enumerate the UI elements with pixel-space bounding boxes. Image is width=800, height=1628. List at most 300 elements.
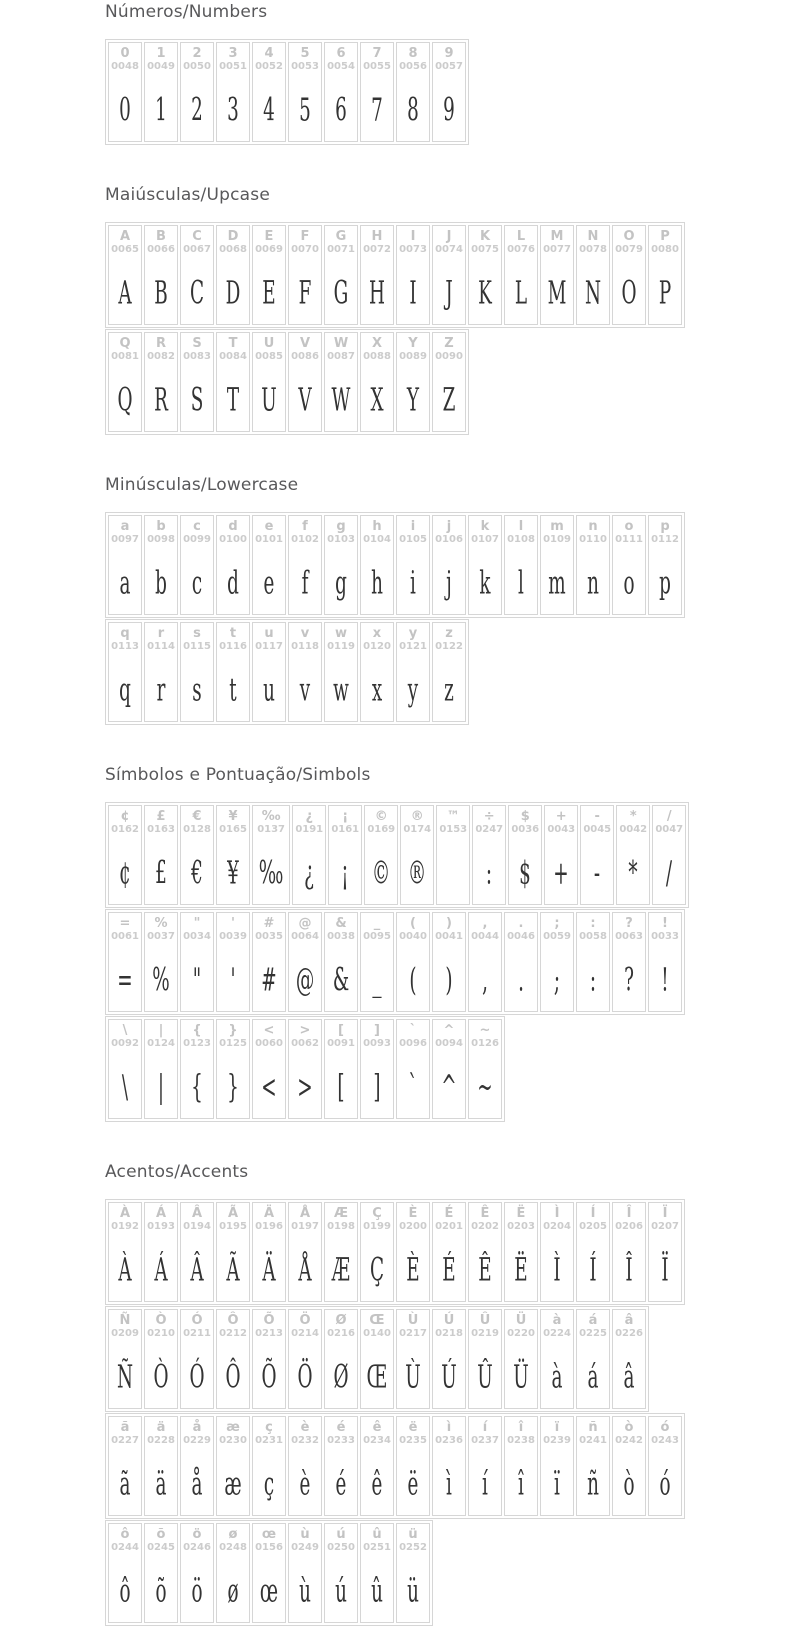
reference-char: Ï: [662, 1206, 668, 1221]
glyph-cell: [180, 225, 214, 325]
reference-char: a: [120, 519, 130, 534]
reference-char: ‰: [261, 809, 281, 824]
reference-char: Â: [191, 1206, 203, 1221]
unicode-code: 0123: [183, 1038, 211, 1049]
unicode-code: 0169: [367, 824, 396, 835]
glyph-sample: Z: [442, 381, 456, 419]
reference-char: Ê: [480, 1206, 490, 1221]
unicode-code: 0112: [651, 534, 679, 545]
unicode-code: 0080: [651, 244, 679, 255]
unicode-code: 0128: [183, 824, 211, 835]
unicode-code: 0227: [111, 1435, 139, 1446]
section-title: Símbolos e Pontuação/Simbols: [105, 765, 371, 785]
glyph-cell: [396, 622, 430, 722]
glyph-cell: [216, 332, 250, 432]
glyph-cell: [504, 1202, 538, 1302]
unicode-code: 0103: [327, 534, 355, 545]
glyph-cell: [576, 1202, 610, 1302]
glyph-sample: Ú: [441, 1358, 457, 1396]
glyph-cell: [216, 912, 250, 1012]
unicode-code: 0100: [219, 534, 247, 545]
unicode-code: 0242: [615, 1435, 643, 1446]
reference-char: 6: [336, 46, 346, 61]
glyph-cell: [508, 805, 542, 905]
glyph-sample: ‰: [258, 854, 284, 892]
unicode-code: 0037: [147, 931, 175, 942]
unicode-code: 0099: [183, 534, 211, 545]
glyph-cell: [108, 912, 142, 1012]
glyph-cell: [252, 42, 286, 142]
glyph-table-row: [105, 1199, 685, 1305]
unicode-code: 0153: [439, 824, 468, 835]
glyph-sample: Â: [190, 1251, 204, 1289]
reference-char: h: [372, 519, 382, 534]
reference-char: /: [666, 809, 672, 824]
unicode-code: 0198: [327, 1221, 355, 1232]
unicode-code: 0250: [327, 1542, 355, 1553]
unicode-code: 0220: [507, 1328, 535, 1339]
glyph-sample: ø: [227, 1572, 239, 1610]
unicode-code: 0040: [399, 931, 427, 942]
unicode-code: 0163: [147, 824, 175, 835]
unicode-code: 0237: [471, 1435, 499, 1446]
reference-char: á: [588, 1313, 598, 1328]
unicode-code: 0083: [183, 351, 211, 362]
reference-char: O: [623, 229, 635, 244]
glyph-cell: [364, 805, 398, 905]
glyph-sample: 0: [119, 91, 131, 129]
reference-char: .: [518, 916, 524, 931]
glyph-cell: [288, 225, 322, 325]
glyph-cell: [144, 1416, 178, 1516]
glyph-sample: Y: [406, 381, 420, 419]
reference-char: u: [264, 626, 274, 641]
glyph-cell: [540, 1416, 574, 1516]
glyph-cell: [216, 225, 250, 325]
reference-char: ç: [265, 1420, 273, 1435]
glyph-sample: \: [121, 1068, 129, 1106]
glyph-cell: [396, 332, 430, 432]
glyph-cell: [216, 1523, 250, 1623]
reference-char: ,: [482, 916, 488, 931]
glyph-sample: u: [263, 671, 275, 709]
glyph-sample: x: [371, 671, 383, 709]
glyph-cell: [396, 42, 430, 142]
reference-char: €: [192, 809, 202, 824]
glyph-sample: [: [337, 1068, 345, 1106]
unicode-code: 0213: [255, 1328, 283, 1339]
glyph-sample: v: [299, 671, 311, 709]
glyph-sample: £: [155, 854, 167, 892]
glyph-cell: [576, 912, 610, 1012]
unicode-code: 0035: [255, 931, 283, 942]
reference-char: Ù: [407, 1313, 419, 1328]
unicode-code: 0071: [327, 244, 355, 255]
reference-char: q: [120, 626, 130, 641]
glyph-cell: [432, 1202, 466, 1302]
unicode-code: 0107: [471, 534, 499, 545]
reference-char: Ó: [191, 1313, 203, 1328]
glyph-cell: [216, 1202, 250, 1302]
glyph-sample: h: [371, 564, 383, 602]
unicode-code: 0210: [147, 1328, 175, 1339]
glyph-cell: [180, 805, 214, 905]
glyph-sample: ,: [482, 961, 488, 999]
glyph-cell: [504, 225, 538, 325]
unicode-code: 0218: [435, 1328, 463, 1339]
glyph-sample: F: [298, 274, 312, 312]
glyph-cell: [396, 1416, 430, 1516]
unicode-code: 0067: [183, 244, 211, 255]
glyph-cell: [252, 225, 286, 325]
unicode-code: 0202: [471, 1221, 499, 1232]
glyph-cell: [612, 912, 646, 1012]
glyph-cell: [180, 1309, 214, 1409]
unicode-code: 0205: [579, 1221, 607, 1232]
reference-char: ô: [120, 1527, 130, 1542]
glyph-table-row: [105, 909, 685, 1015]
glyph-sample: Ö: [297, 1358, 313, 1396]
glyph-sample: ?: [624, 961, 634, 999]
unicode-code: 0045: [583, 824, 612, 835]
glyph-sample: à: [551, 1358, 563, 1396]
unicode-code: 0207: [651, 1221, 679, 1232]
unicode-code: 0211: [183, 1328, 211, 1339]
glyph-cell: [468, 1309, 502, 1409]
unicode-code: 0244: [111, 1542, 139, 1553]
glyph-sample: ¿: [304, 854, 315, 892]
reference-char: 4: [264, 46, 274, 61]
glyph-sample: w: [333, 671, 349, 709]
unicode-code: 0126: [471, 1038, 499, 1049]
reference-char: G: [335, 229, 347, 244]
reference-char: â: [624, 1313, 634, 1328]
glyph-sample: B: [154, 274, 168, 312]
glyph-sample: f: [301, 564, 309, 602]
reference-char: N: [587, 229, 599, 244]
glyph-sample: d: [227, 564, 239, 602]
unicode-code: 0056: [399, 61, 427, 72]
glyph-cell: [648, 1202, 682, 1302]
unicode-code: 0113: [111, 641, 139, 652]
glyph-sample: H: [368, 274, 386, 312]
glyph-sample: î: [518, 1465, 524, 1503]
unicode-code: 0195: [219, 1221, 247, 1232]
glyph-cell: [396, 1523, 430, 1623]
unicode-code: 0234: [363, 1435, 391, 1446]
reference-char: k: [480, 519, 490, 534]
unicode-code: 0075: [471, 244, 499, 255]
unicode-code: 0073: [399, 244, 427, 255]
reference-char: ;: [554, 916, 560, 931]
unicode-code: 0243: [651, 1435, 679, 1446]
glyph-cell: [360, 1019, 394, 1119]
reference-char: V: [299, 336, 311, 351]
unicode-code: 0072: [363, 244, 391, 255]
glyph-cell: [288, 1416, 322, 1516]
glyph-cell: [432, 225, 466, 325]
glyph-sample: ò: [623, 1465, 635, 1503]
unicode-code: 0121: [399, 641, 427, 652]
unicode-code: 0115: [183, 641, 211, 652]
character-section: [105, 1162, 800, 1626]
glyph-sample: #: [261, 961, 277, 999]
unicode-code: 0043: [547, 824, 576, 835]
unicode-code: 0191: [295, 824, 324, 835]
unicode-code: 0041: [435, 931, 463, 942]
glyph-cell: [576, 1309, 610, 1409]
reference-char: 0: [120, 46, 130, 61]
unicode-code: 0137: [257, 824, 286, 835]
glyph-cell: [144, 622, 178, 722]
glyph-sample: ù: [299, 1572, 311, 1610]
reference-char: ø: [228, 1527, 238, 1542]
glyph-cell: [144, 1309, 178, 1409]
glyph-cell: [324, 1523, 358, 1623]
glyph-sample: :: [589, 961, 597, 999]
reference-char: ê: [372, 1420, 382, 1435]
unicode-code: 0078: [579, 244, 607, 255]
glyph-sample: 3: [227, 91, 239, 129]
unicode-code: 0125: [219, 1038, 247, 1049]
glyph-cell: [108, 42, 142, 142]
reference-char: ä: [156, 1420, 166, 1435]
glyph-sample: -: [594, 854, 601, 892]
unicode-code: 0199: [363, 1221, 391, 1232]
glyph-sample: 2: [191, 91, 203, 129]
glyph-sample: À: [118, 1251, 132, 1289]
reference-char: ï: [554, 1420, 560, 1435]
glyph-sample: ¢: [119, 854, 131, 892]
glyph-sample: ¡: [341, 854, 349, 892]
glyph-sample: A: [118, 274, 132, 312]
glyph-sample: L: [514, 274, 528, 312]
glyph-cell: [468, 225, 502, 325]
glyph-cell: [324, 1416, 358, 1516]
unicode-code: 0063: [615, 931, 643, 942]
reference-char: n: [588, 519, 598, 534]
glyph-cell: [252, 1523, 286, 1623]
reference-char: æ: [226, 1420, 240, 1435]
reference-char: U: [263, 336, 275, 351]
glyph-sample: >: [297, 1068, 313, 1106]
glyph-sample: ñ: [587, 1465, 599, 1503]
glyph-sample: S: [190, 381, 204, 419]
reference-char: j: [446, 519, 452, 534]
glyph-table-row: [105, 222, 685, 328]
reference-char: Ú: [443, 1313, 455, 1328]
unicode-code: 0108: [507, 534, 535, 545]
font-specimen-page: [105, 0, 800, 1626]
reference-char: W: [333, 336, 349, 351]
glyph-cell: [324, 515, 358, 615]
glyph-sample: 7: [371, 91, 383, 129]
glyph-cell: [108, 1416, 142, 1516]
glyph-cell: [180, 1202, 214, 1302]
glyph-sample: C: [189, 274, 205, 312]
glyph-cell: [292, 805, 326, 905]
glyph-sample: =: [117, 961, 133, 999]
unicode-code: 0161: [331, 824, 360, 835]
glyph-sample: Á: [154, 1251, 168, 1289]
glyph-cell: [216, 515, 250, 615]
glyph-sample: ü: [407, 1572, 419, 1610]
unicode-code: 0039: [219, 931, 247, 942]
glyph-sample: û: [371, 1572, 383, 1610]
unicode-code: 0140: [363, 1328, 391, 1339]
glyph-cell: [396, 225, 430, 325]
unicode-code: 0204: [543, 1221, 571, 1232]
reference-char: (: [410, 916, 416, 931]
glyph-sample: q: [119, 671, 131, 709]
glyph-sample: l: [518, 564, 524, 602]
glyph-cell: [288, 1019, 322, 1119]
reference-char: !: [662, 916, 668, 931]
glyph-sample: %: [152, 961, 170, 999]
unicode-code: 0097: [111, 534, 139, 545]
glyph-cell: [396, 1019, 430, 1119]
unicode-code: 0070: [291, 244, 319, 255]
reference-char: R: [155, 336, 166, 351]
reference-char: #: [263, 916, 275, 931]
unicode-code: 0156: [255, 1542, 283, 1553]
glyph-sample: É: [442, 1251, 456, 1289]
glyph-cell: [324, 332, 358, 432]
glyph-sample: Ê: [478, 1251, 492, 1289]
glyph-sample: N: [584, 274, 602, 312]
reference-char: f: [302, 519, 308, 534]
glyph-sample: {: [191, 1068, 203, 1106]
reference-char: ¥: [228, 809, 238, 824]
glyph-sample: ï: [554, 1465, 560, 1503]
glyph-cell: [432, 1019, 466, 1119]
glyph-sample: s: [192, 671, 202, 709]
reference-char: Ç: [372, 1206, 382, 1221]
section-title: Acentos/Accents: [105, 1162, 249, 1182]
reference-char: %: [154, 916, 168, 931]
glyph-cell: [108, 332, 142, 432]
unicode-code: 0216: [327, 1328, 355, 1339]
glyph-cell: [144, 225, 178, 325]
section-title: Maiúsculas/Upcase: [105, 185, 270, 205]
unicode-code: 0053: [291, 61, 319, 72]
glyph-sample: n: [587, 564, 599, 602]
unicode-code: 0235: [399, 1435, 427, 1446]
unicode-code: 0104: [363, 534, 391, 545]
reference-char: &: [335, 916, 347, 931]
reference-char: Ø: [335, 1313, 347, 1328]
glyph-cell: [108, 1523, 142, 1623]
unicode-code: 0224: [543, 1328, 571, 1339]
reference-char: J: [446, 229, 452, 244]
unicode-code: 0090: [435, 351, 463, 362]
glyph-sample: 8: [407, 91, 419, 129]
glyph-sample: j: [446, 564, 452, 602]
unicode-code: 0093: [363, 1038, 391, 1049]
unicode-code: 0068: [219, 244, 247, 255]
reference-char: 8: [408, 46, 418, 61]
glyph-table-row: [105, 1413, 685, 1519]
unicode-code: 0036: [511, 824, 540, 835]
reference-char: C: [192, 229, 202, 244]
reference-char: œ: [261, 1527, 277, 1542]
reference-char: ü: [408, 1527, 418, 1542]
unicode-code: 0200: [399, 1221, 427, 1232]
unicode-code: 0120: [363, 641, 391, 652]
glyph-cell: [432, 332, 466, 432]
reference-char: ã: [120, 1420, 130, 1435]
reference-char: 5: [300, 46, 310, 61]
glyph-cell: [252, 1309, 286, 1409]
reference-char: Ñ: [119, 1313, 131, 1328]
glyph-cell: [360, 622, 394, 722]
unicode-code: 0231: [255, 1435, 283, 1446]
glyph-sample: ~: [477, 1068, 493, 1106]
unicode-code: 0228: [147, 1435, 175, 1446]
glyph-sample: :: [486, 854, 493, 892]
glyph-sample: Œ: [366, 1358, 388, 1396]
glyph-cell: [504, 515, 538, 615]
glyph-sample: G: [333, 274, 349, 312]
glyph-sample: ô: [119, 1572, 131, 1610]
reference-char: -: [594, 809, 600, 824]
glyph-cell: [580, 805, 614, 905]
unicode-code: 0194: [183, 1221, 211, 1232]
reference-char: A: [119, 229, 131, 244]
reference-char: I: [410, 229, 416, 244]
reference-char: Ã: [227, 1206, 239, 1221]
reference-char: û: [372, 1527, 382, 1542]
reference-char: Î: [626, 1206, 632, 1221]
glyph-cell: [652, 805, 686, 905]
reference-char: r: [157, 626, 165, 641]
glyph-sample: ê: [371, 1465, 383, 1503]
glyph-cell: [144, 332, 178, 432]
unicode-code: 0088: [363, 351, 391, 362]
glyph-sample: Q: [117, 381, 133, 419]
unicode-code: 0044: [471, 931, 499, 942]
unicode-code: 0055: [363, 61, 391, 72]
glyph-sample: *: [628, 854, 638, 892]
glyph-sample: |: [157, 1068, 165, 1106]
glyph-cell: [216, 1416, 250, 1516]
reference-char: ^: [443, 1023, 455, 1038]
unicode-code: 0069: [255, 244, 283, 255]
unicode-code: 0162: [111, 824, 139, 835]
reference-char: Q: [119, 336, 131, 351]
reference-char: S: [192, 336, 202, 351]
glyph-cell: [360, 1202, 394, 1302]
glyph-sample: e: [263, 564, 275, 602]
unicode-code: 0082: [147, 351, 175, 362]
glyph-sample: i: [410, 564, 416, 602]
glyph-cell: [612, 1202, 646, 1302]
unicode-code: 0193: [147, 1221, 175, 1232]
unicode-code: 0206: [615, 1221, 643, 1232]
reference-char: H: [371, 229, 383, 244]
reference-char: i: [410, 519, 416, 534]
unicode-code: 0076: [507, 244, 535, 255]
glyph-cell: [324, 1309, 358, 1409]
reference-char: ì: [446, 1420, 452, 1435]
glyph-cell: [180, 1416, 214, 1516]
glyph-cell: [180, 912, 214, 1012]
glyph-cell: [288, 515, 322, 615]
glyph-sample: Ü: [513, 1358, 529, 1396]
glyph-sample: Í: [589, 1251, 597, 1289]
reference-char: _: [373, 916, 381, 931]
glyph-sample: Ò: [153, 1358, 169, 1396]
